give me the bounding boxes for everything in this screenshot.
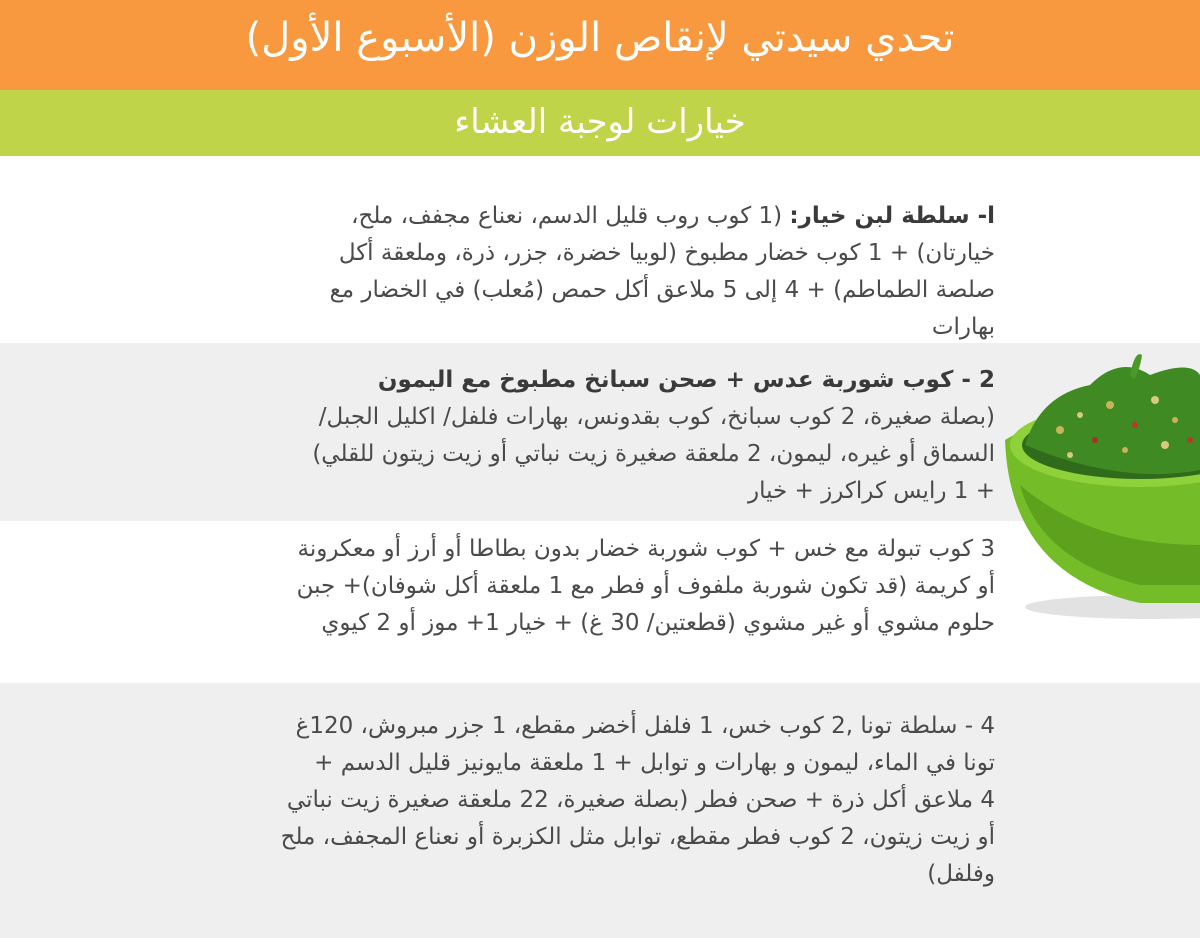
option-1-line: ا- سلطة لبن خيار: (1 كوب روب قليل الدسم، نعناع مجفف، ملح، — [351, 203, 995, 229]
section-subtitle: خيارات لوجبة العشاء — [0, 90, 1200, 156]
option-2-line: السماق أو غيره، ليمون، 2 ملعقة صغيرة زيت نباتي أو زيت زيتون للقلي) — [312, 441, 995, 467]
option-2-line: + 1 رايس كراكرز + خيار — [747, 478, 995, 504]
tabbouleh-bowl-image — [1000, 345, 1200, 625]
option-1-line: بهارات — [931, 314, 995, 340]
dinner-option-4 — [145, 708, 995, 893]
option-4-line: 4 ملاعق أكل ذرة + صحن فطر (بصلة صغيرة، 22 ملعقة صغيرة زيت نباتي — [286, 787, 995, 813]
option-3-line: أو كريمة (قد تكون شوربة ملفوف أو فطر مع 1 ملعقة أكل شوفان)+ جبن — [296, 573, 995, 599]
dinner-option-3 — [165, 531, 995, 642]
option-3-line: حلوم مشوي أو غير مشوي (قطعتين/ 30 غ) + خيار 1+ موز أو 2 كيوي — [321, 610, 995, 636]
option-4-line: وفلفل) — [927, 861, 995, 887]
option-4-line: أو زيت زيتون، 2 كوب فطر مقطع، توابل مثل الكزبرة أو نعناع المجفف، ملح — [280, 824, 995, 850]
dinner-option-1 — [195, 198, 995, 346]
option-2-heading: 2 - كوب شوربة عدس + صحن سبانخ مطبوخ مع اليمون — [377, 367, 995, 393]
option-1-line: خيارتان) + 1 كوب خضار مطبوخ (لوبيا خضرة، جزر، ذرة، وملعقة أكل — [338, 240, 995, 266]
option-1-heading: ا- سلطة لبن خيار: — [789, 203, 995, 229]
dinner-option-2 — [175, 362, 995, 510]
option-1-line: صلصة الطماطم) + 4 إلى 5 ملاعق أكل حمص (مُعلب) في الخضار مع — [329, 277, 995, 303]
option-2-line: (بصلة صغيرة، 2 كوب سبانخ، كوب بقدونس، بهارات فلفل/ اكليل الجبل/ — [318, 404, 995, 430]
option-3-line: 3 كوب تبولة مع خس + كوب شوربة خضار بدون بطاطا أو أرز أو معكرونة — [297, 536, 995, 562]
option-4-line: تونا في الماء، ليمون و بهارات و توابل + 1 ملعقة مايونيز قليل الدسم + — [314, 750, 995, 776]
page-title: تحدي سيدتي لإنقاص الوزن (الأسبوع الأول) — [0, 0, 1200, 90]
option-4-line: 4 - سلطة تونا ,2 كوب خس، 1 فلفل أخضر مقطع، 1 جزر مبروش، 120غ — [295, 713, 995, 739]
